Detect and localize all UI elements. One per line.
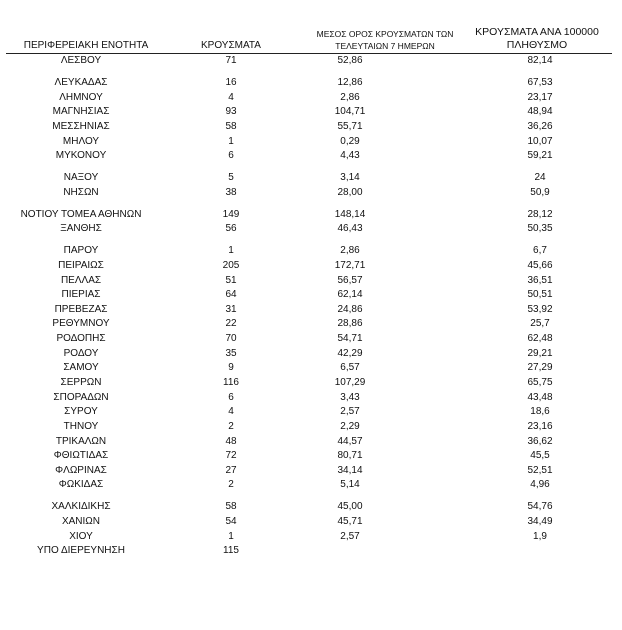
cell-avg: 3,14 bbox=[340, 172, 360, 184]
cell-region: ΡΕΘΥΜΝΟΥ bbox=[52, 318, 110, 330]
cell-per100k: 36,26 bbox=[527, 120, 553, 132]
cell-avg: 2,86 bbox=[340, 245, 360, 257]
cell-region: ΜΗΛΟΥ bbox=[62, 135, 100, 147]
cell-cases: 31 bbox=[225, 303, 237, 315]
cell-per100k: 54,76 bbox=[527, 501, 553, 513]
table-row bbox=[0, 186, 622, 201]
cell-region: ΣΕΡΡΩΝ bbox=[60, 377, 102, 388]
cell-per100k: 1,9 bbox=[533, 530, 547, 542]
cell-region: ΜΕΣΣΗΝΙΑΣ bbox=[52, 120, 110, 132]
cell-region: ΠΑΡΟΥ bbox=[63, 245, 99, 257]
cell-avg: 6,57 bbox=[340, 362, 360, 374]
cell-region: ΡΟΔΟΠΗΣ bbox=[56, 333, 106, 345]
table-row bbox=[0, 347, 622, 362]
cell-avg: 62,14 bbox=[337, 289, 363, 301]
table-row bbox=[0, 76, 622, 91]
table-row bbox=[0, 105, 622, 120]
cell-cases: 6 bbox=[228, 391, 234, 403]
table-body bbox=[0, 54, 622, 559]
cell-per100k: 23,16 bbox=[527, 420, 553, 432]
table-row bbox=[0, 478, 622, 493]
cell-per100k: 82,14 bbox=[527, 55, 553, 66]
cell-avg: 5,14 bbox=[340, 479, 360, 491]
cell-region: ΣΠΟΡΑΔΩΝ bbox=[53, 391, 109, 403]
cell-per100k: 45,5 bbox=[530, 450, 550, 462]
cell-cases: 27 bbox=[225, 464, 237, 476]
cell-region: ΛΕΣΒΟΥ bbox=[60, 55, 102, 66]
cell-cases: 149 bbox=[222, 208, 240, 220]
table-row bbox=[0, 391, 622, 406]
cell-region: ΞΑΝΘΗΣ bbox=[60, 223, 102, 235]
table-row bbox=[0, 274, 622, 289]
cell-cases: 115 bbox=[223, 545, 239, 557]
cell-region: ΠΙΕΡΙΑΣ bbox=[61, 289, 101, 301]
cell-cases: 58 bbox=[225, 501, 237, 513]
cell-cases: 35 bbox=[225, 347, 237, 359]
cell-region: ΤΡΙΚΑΛΩΝ bbox=[55, 435, 107, 447]
table-row bbox=[0, 530, 622, 545]
cell-region: ΤΗΝΟΥ bbox=[63, 420, 99, 432]
cell-cases: 58 bbox=[225, 120, 237, 132]
cell-region: ΧΙΟΥ bbox=[69, 530, 93, 542]
cell-region: ΝΟΤΙΟΥ ΤΟΜΕΑ ΑΘΗΝΩΝ bbox=[20, 208, 142, 220]
cell-region: ΠΕΙΡΑΙΩΣ bbox=[58, 259, 104, 271]
table-row bbox=[0, 303, 622, 318]
cell-per100k: 62,48 bbox=[527, 333, 553, 345]
cell-per100k: 25,7 bbox=[530, 318, 550, 330]
cell-region: ΜΑΓΝΗΣΙΑΣ bbox=[52, 106, 110, 118]
header-per-line-1: ΚΡΟΥΣΜΑΤΑ ΑΝΑ 100000 bbox=[475, 26, 599, 38]
table-row bbox=[0, 420, 622, 435]
cell-avg: 55,71 bbox=[337, 120, 363, 132]
table-row bbox=[0, 464, 622, 479]
cell-region: ΛΗΜΝΟΥ bbox=[59, 91, 103, 103]
header-per-100k bbox=[462, 26, 612, 52]
cell-cases: 4 bbox=[228, 91, 234, 103]
cell-per100k: 43,48 bbox=[527, 391, 553, 403]
cell-avg: 2,29 bbox=[340, 420, 360, 432]
cell-region: ΠΡΕΒΕΖΑΣ bbox=[54, 303, 108, 315]
cell-avg: 172,71 bbox=[334, 259, 366, 271]
cell-region: ΦΛΩΡΙΝΑΣ bbox=[55, 464, 107, 476]
cell-avg: 44,57 bbox=[337, 435, 363, 447]
cell-avg: 107,29 bbox=[334, 377, 366, 388]
table-row bbox=[0, 544, 622, 559]
table-row bbox=[0, 135, 622, 150]
table-row bbox=[0, 376, 622, 391]
cell-avg: 24,86 bbox=[337, 303, 363, 315]
cell-avg: 28,86 bbox=[337, 318, 363, 330]
cell-cases: 64 bbox=[225, 289, 237, 301]
header-avg-line-1: ΜΕΣΟΣ ΟΡΟΣ ΚΡΟΥΣΜΑΤΩΝ ΤΩΝ bbox=[316, 29, 454, 39]
table-row bbox=[0, 171, 622, 186]
cell-avg: 3,43 bbox=[340, 391, 360, 403]
table-row bbox=[0, 405, 622, 420]
table-row bbox=[0, 317, 622, 332]
cell-per100k: 24 bbox=[534, 172, 546, 184]
cell-per100k: 59,21 bbox=[527, 150, 553, 162]
cell-avg: 52,86 bbox=[337, 55, 363, 66]
table-row bbox=[0, 222, 622, 237]
cell-avg: 34,14 bbox=[337, 464, 363, 476]
table-row bbox=[0, 515, 622, 530]
cell-avg: 42,29 bbox=[337, 347, 363, 359]
table-row bbox=[0, 332, 622, 347]
cell-avg: 12,86 bbox=[337, 76, 363, 88]
cell-cases: 205 bbox=[222, 259, 240, 271]
cell-per100k: 28,12 bbox=[527, 208, 553, 220]
cell-cases: 6 bbox=[228, 150, 234, 162]
cell-avg: 104,71 bbox=[334, 106, 366, 118]
cell-cases: 1 bbox=[228, 530, 234, 542]
table-row bbox=[0, 208, 622, 223]
cell-avg: 56,57 bbox=[337, 274, 363, 286]
cell-per100k: 65,75 bbox=[527, 377, 553, 388]
cell-cases: 16 bbox=[225, 76, 237, 88]
cell-region: ΦΘΙΩΤΙΔΑΣ bbox=[53, 450, 109, 462]
cell-per100k: 36,51 bbox=[527, 274, 553, 286]
table-row bbox=[0, 244, 622, 259]
header-region: ΠΕΡΙΦΕΡΕΙΑΚΗ ΕΝΟΤΗΤΑ bbox=[23, 40, 149, 51]
table-row bbox=[0, 259, 622, 274]
cell-avg: 0,29 bbox=[340, 135, 360, 147]
cell-per100k: 50,51 bbox=[527, 289, 553, 301]
cell-region: ΠΕΛΛΑΣ bbox=[60, 274, 102, 286]
cell-avg: 54,71 bbox=[337, 333, 363, 345]
table-row bbox=[0, 361, 622, 376]
cell-cases: 2 bbox=[228, 479, 234, 491]
table-row bbox=[0, 449, 622, 464]
cell-cases: 56 bbox=[225, 223, 237, 235]
cell-cases: 72 bbox=[225, 450, 237, 462]
cell-region: ΥΠΟ ΔΙΕΡΕΥΝΗΣΗ bbox=[37, 545, 125, 557]
cell-cases: 9 bbox=[228, 362, 234, 374]
cell-avg: 148,14 bbox=[334, 208, 366, 220]
cell-avg: 2,57 bbox=[340, 406, 360, 418]
cell-cases: 116 bbox=[223, 377, 239, 388]
header-cases: ΚΡΟΥΣΜΑΤΑ bbox=[201, 40, 261, 51]
cell-per100k: 48,94 bbox=[527, 106, 553, 118]
cell-cases: 71 bbox=[225, 55, 237, 66]
cell-per100k: 4,96 bbox=[530, 479, 550, 491]
cell-region: ΧΑΝΙΩΝ bbox=[61, 516, 101, 528]
cell-per100k: 67,53 bbox=[527, 76, 553, 88]
cell-region: ΛΕΥΚΑΔΑΣ bbox=[54, 76, 108, 88]
cell-cases: 48 bbox=[225, 435, 237, 447]
cell-per100k: 27,29 bbox=[527, 362, 553, 374]
table-row bbox=[0, 288, 622, 303]
cell-cases: 5 bbox=[228, 172, 234, 184]
cell-per100k: 29,21 bbox=[527, 347, 553, 359]
cell-region: ΝΗΣΩΝ bbox=[63, 186, 99, 198]
cell-cases: 70 bbox=[225, 333, 237, 345]
cell-avg: 2,86 bbox=[340, 91, 360, 103]
table-row bbox=[0, 149, 622, 164]
cell-per100k: 23,17 bbox=[527, 91, 553, 103]
cell-cases: 51 bbox=[225, 274, 237, 286]
cell-region: ΝΑΞΟΥ bbox=[63, 172, 99, 184]
cell-region: ΦΩΚΙΔΑΣ bbox=[58, 479, 104, 491]
cell-cases: 2 bbox=[228, 420, 234, 432]
cell-avg: 45,00 bbox=[337, 501, 363, 513]
cell-region: ΜΥΚΟΝΟΥ bbox=[55, 150, 107, 162]
cell-per100k: 36,62 bbox=[527, 435, 553, 447]
cell-cases: 54 bbox=[225, 516, 237, 528]
cell-region: ΡΟΔΟΥ bbox=[63, 347, 99, 359]
cell-avg: 2,57 bbox=[340, 530, 360, 542]
cell-avg: 4,43 bbox=[340, 150, 360, 162]
cell-per100k: 34,49 bbox=[527, 516, 553, 528]
table-row bbox=[0, 54, 622, 69]
cell-per100k: 45,66 bbox=[527, 259, 553, 271]
cell-avg: 28,00 bbox=[337, 186, 363, 198]
cell-per100k: 10,07 bbox=[527, 135, 553, 147]
header-avg-line-2: ΤΕΛΕΥΤΑΙΩΝ 7 ΗΜΕΡΩΝ bbox=[335, 41, 435, 51]
header-per-line-2: ΠΛΗΘΥΣΜΟ bbox=[506, 39, 568, 51]
cell-cases: 22 bbox=[225, 318, 237, 330]
table-row bbox=[0, 120, 622, 135]
table-row bbox=[0, 435, 622, 450]
cell-cases: 93 bbox=[225, 106, 237, 118]
cell-region: ΧΑΛΚΙΔΙΚΗΣ bbox=[51, 501, 111, 513]
cell-per100k: 18,6 bbox=[530, 406, 550, 418]
cell-per100k: 52,51 bbox=[527, 464, 553, 476]
cell-per100k: 50,9 bbox=[530, 186, 550, 198]
cell-avg: 80,71 bbox=[337, 450, 363, 462]
cell-per100k: 6,7 bbox=[533, 245, 547, 257]
cell-region: ΣΑΜΟΥ bbox=[63, 362, 99, 374]
cell-per100k: 50,35 bbox=[527, 223, 553, 235]
header-avg-7-days bbox=[300, 28, 470, 52]
cell-avg: 45,71 bbox=[337, 516, 363, 528]
cell-per100k: 53,92 bbox=[527, 303, 553, 315]
cell-cases: 1 bbox=[228, 135, 234, 147]
table-row bbox=[0, 500, 622, 515]
cell-cases: 4 bbox=[228, 406, 234, 418]
cell-avg: 46,43 bbox=[337, 223, 363, 235]
table-row bbox=[0, 91, 622, 106]
cell-cases: 1 bbox=[228, 245, 234, 257]
cell-region: ΣΥΡΟΥ bbox=[64, 406, 98, 418]
cell-cases: 38 bbox=[225, 186, 237, 198]
